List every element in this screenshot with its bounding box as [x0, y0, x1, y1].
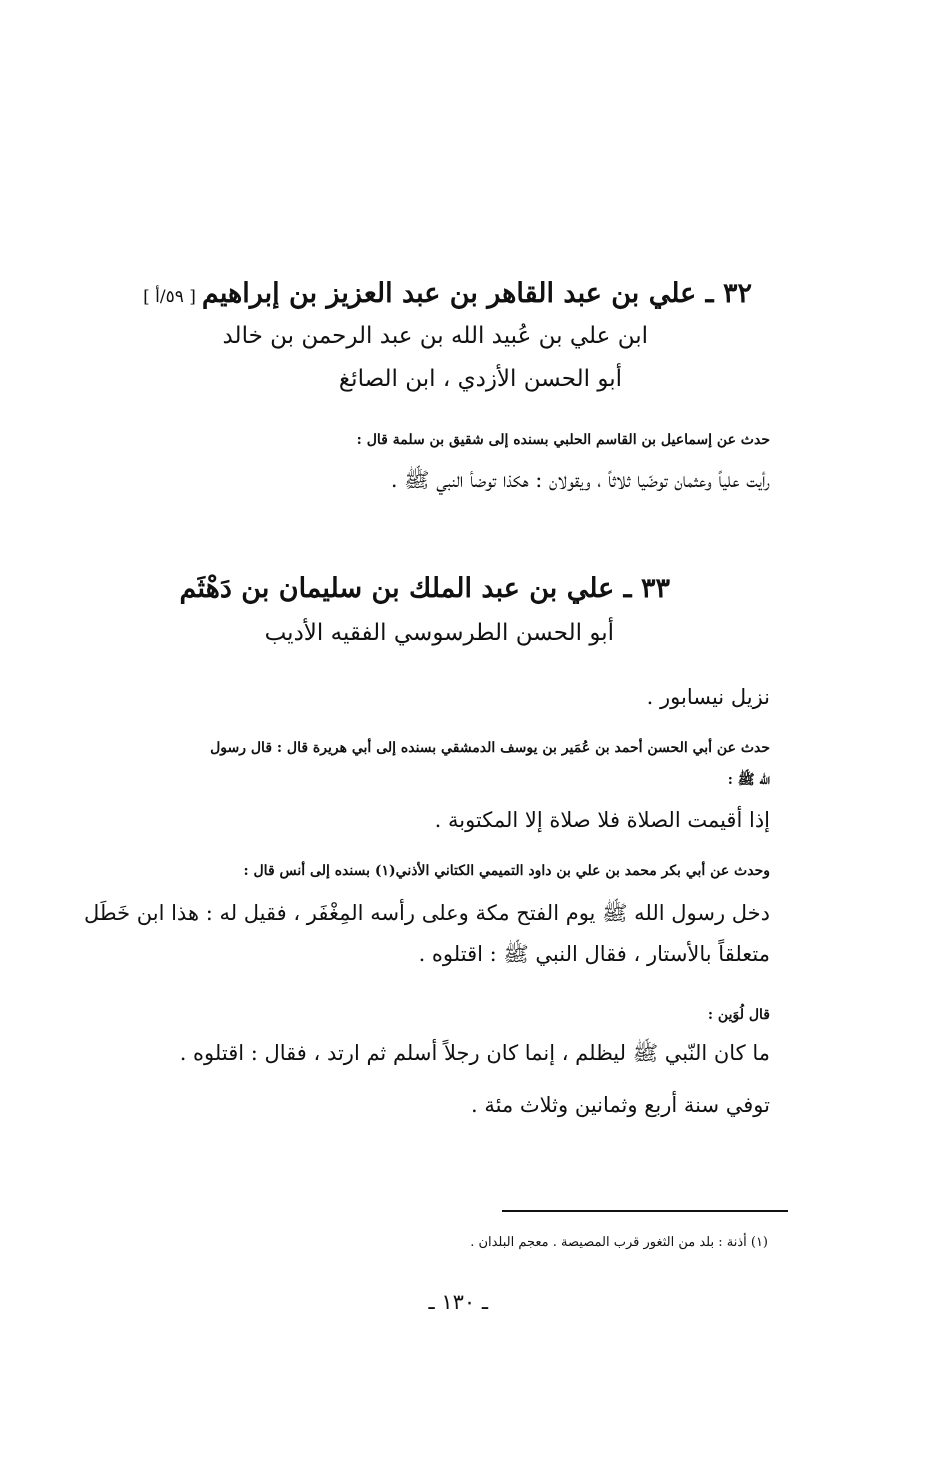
entry-32-hadith: رأيت علياً وعثمان توضّيا ثلاثاً ، ويقولان : هكذا توضأ النبي ﷺ . [390, 468, 770, 492]
entry-33-hadith-2-continued: متعلقاً بالأستار ، فقال النبي ﷺ : اقتلوه . [418, 942, 770, 966]
entry-33-hadith-1: إذا أقيمت الصلاة فلا صلاة إلا المكتوبة . [434, 808, 770, 832]
entry-33-isnad-1-continued: الله ﷺ : [727, 772, 770, 788]
entry-32-lineage: ابن علي بن عُبيد الله بن عبد الرحمن بن خالد [222, 323, 648, 349]
page-number: ـ ١٣٠ ـ [428, 1290, 488, 1314]
entry-32-title: ٣٢ ـ علي بن عبد القاهر بن عبد العزيز بن إبراهيم [201, 278, 752, 309]
entry-32-kunya: أبو الحسن الأزدي ، ابن الصائغ [338, 366, 622, 392]
entry-33-residence: نزيل نيسابور . [646, 685, 770, 709]
entry-33-kunya: أبو الحسن الطرسوسي الفقيه الأديب [264, 620, 614, 646]
entry-33-isnad-1: حدث عن أبي الحسن أحمد بن عُمَير بن يوسف الدمشقي بسنده إلى أبي هريرة قال : قال رسول [210, 740, 770, 756]
footnote-divider [502, 1210, 788, 1212]
entry-33-hadith-2: دخل رسول الله ﷺ يوم الفتح مكة وعلى رأسه المِغْفَر ، فقيل له : هذا ابن خَطَل [83, 901, 770, 925]
entry-32-isnad: حدث عن إسماعيل بن القاسم الحلبي بسنده إلى شقيق بن سلمة قال : [356, 432, 770, 448]
entry-33-isnad-2: وحدث عن أبي بكر محمد بن علي بن داود التميمي الكتاني الأذني(١) بسنده إلى أنس قال : [243, 863, 770, 879]
entry-33-heading: ٣٣ ـ علي بن عبد الملك بن سليمان بن دَهْثَم [179, 573, 670, 604]
folio-reference: [ ٥٩/أ ] [143, 287, 196, 307]
entry-32-heading [143, 278, 752, 309]
entry-33-death: توفي سنة أربع وثمانين وثلاث مئة . [471, 1093, 770, 1117]
entry-33-comment: ما كان النّبي ﷺ ليظلم ، إنما كان رجلاً أسلم ثم ارتد ، فقال : اقتلوه . [179, 1041, 770, 1065]
footnote: (١) أذنة : بلد من الثغور قرب المصيصة . معجم البلدان . [470, 1235, 768, 1250]
entry-33-comment-label: قال لُوَين : [707, 1007, 770, 1023]
